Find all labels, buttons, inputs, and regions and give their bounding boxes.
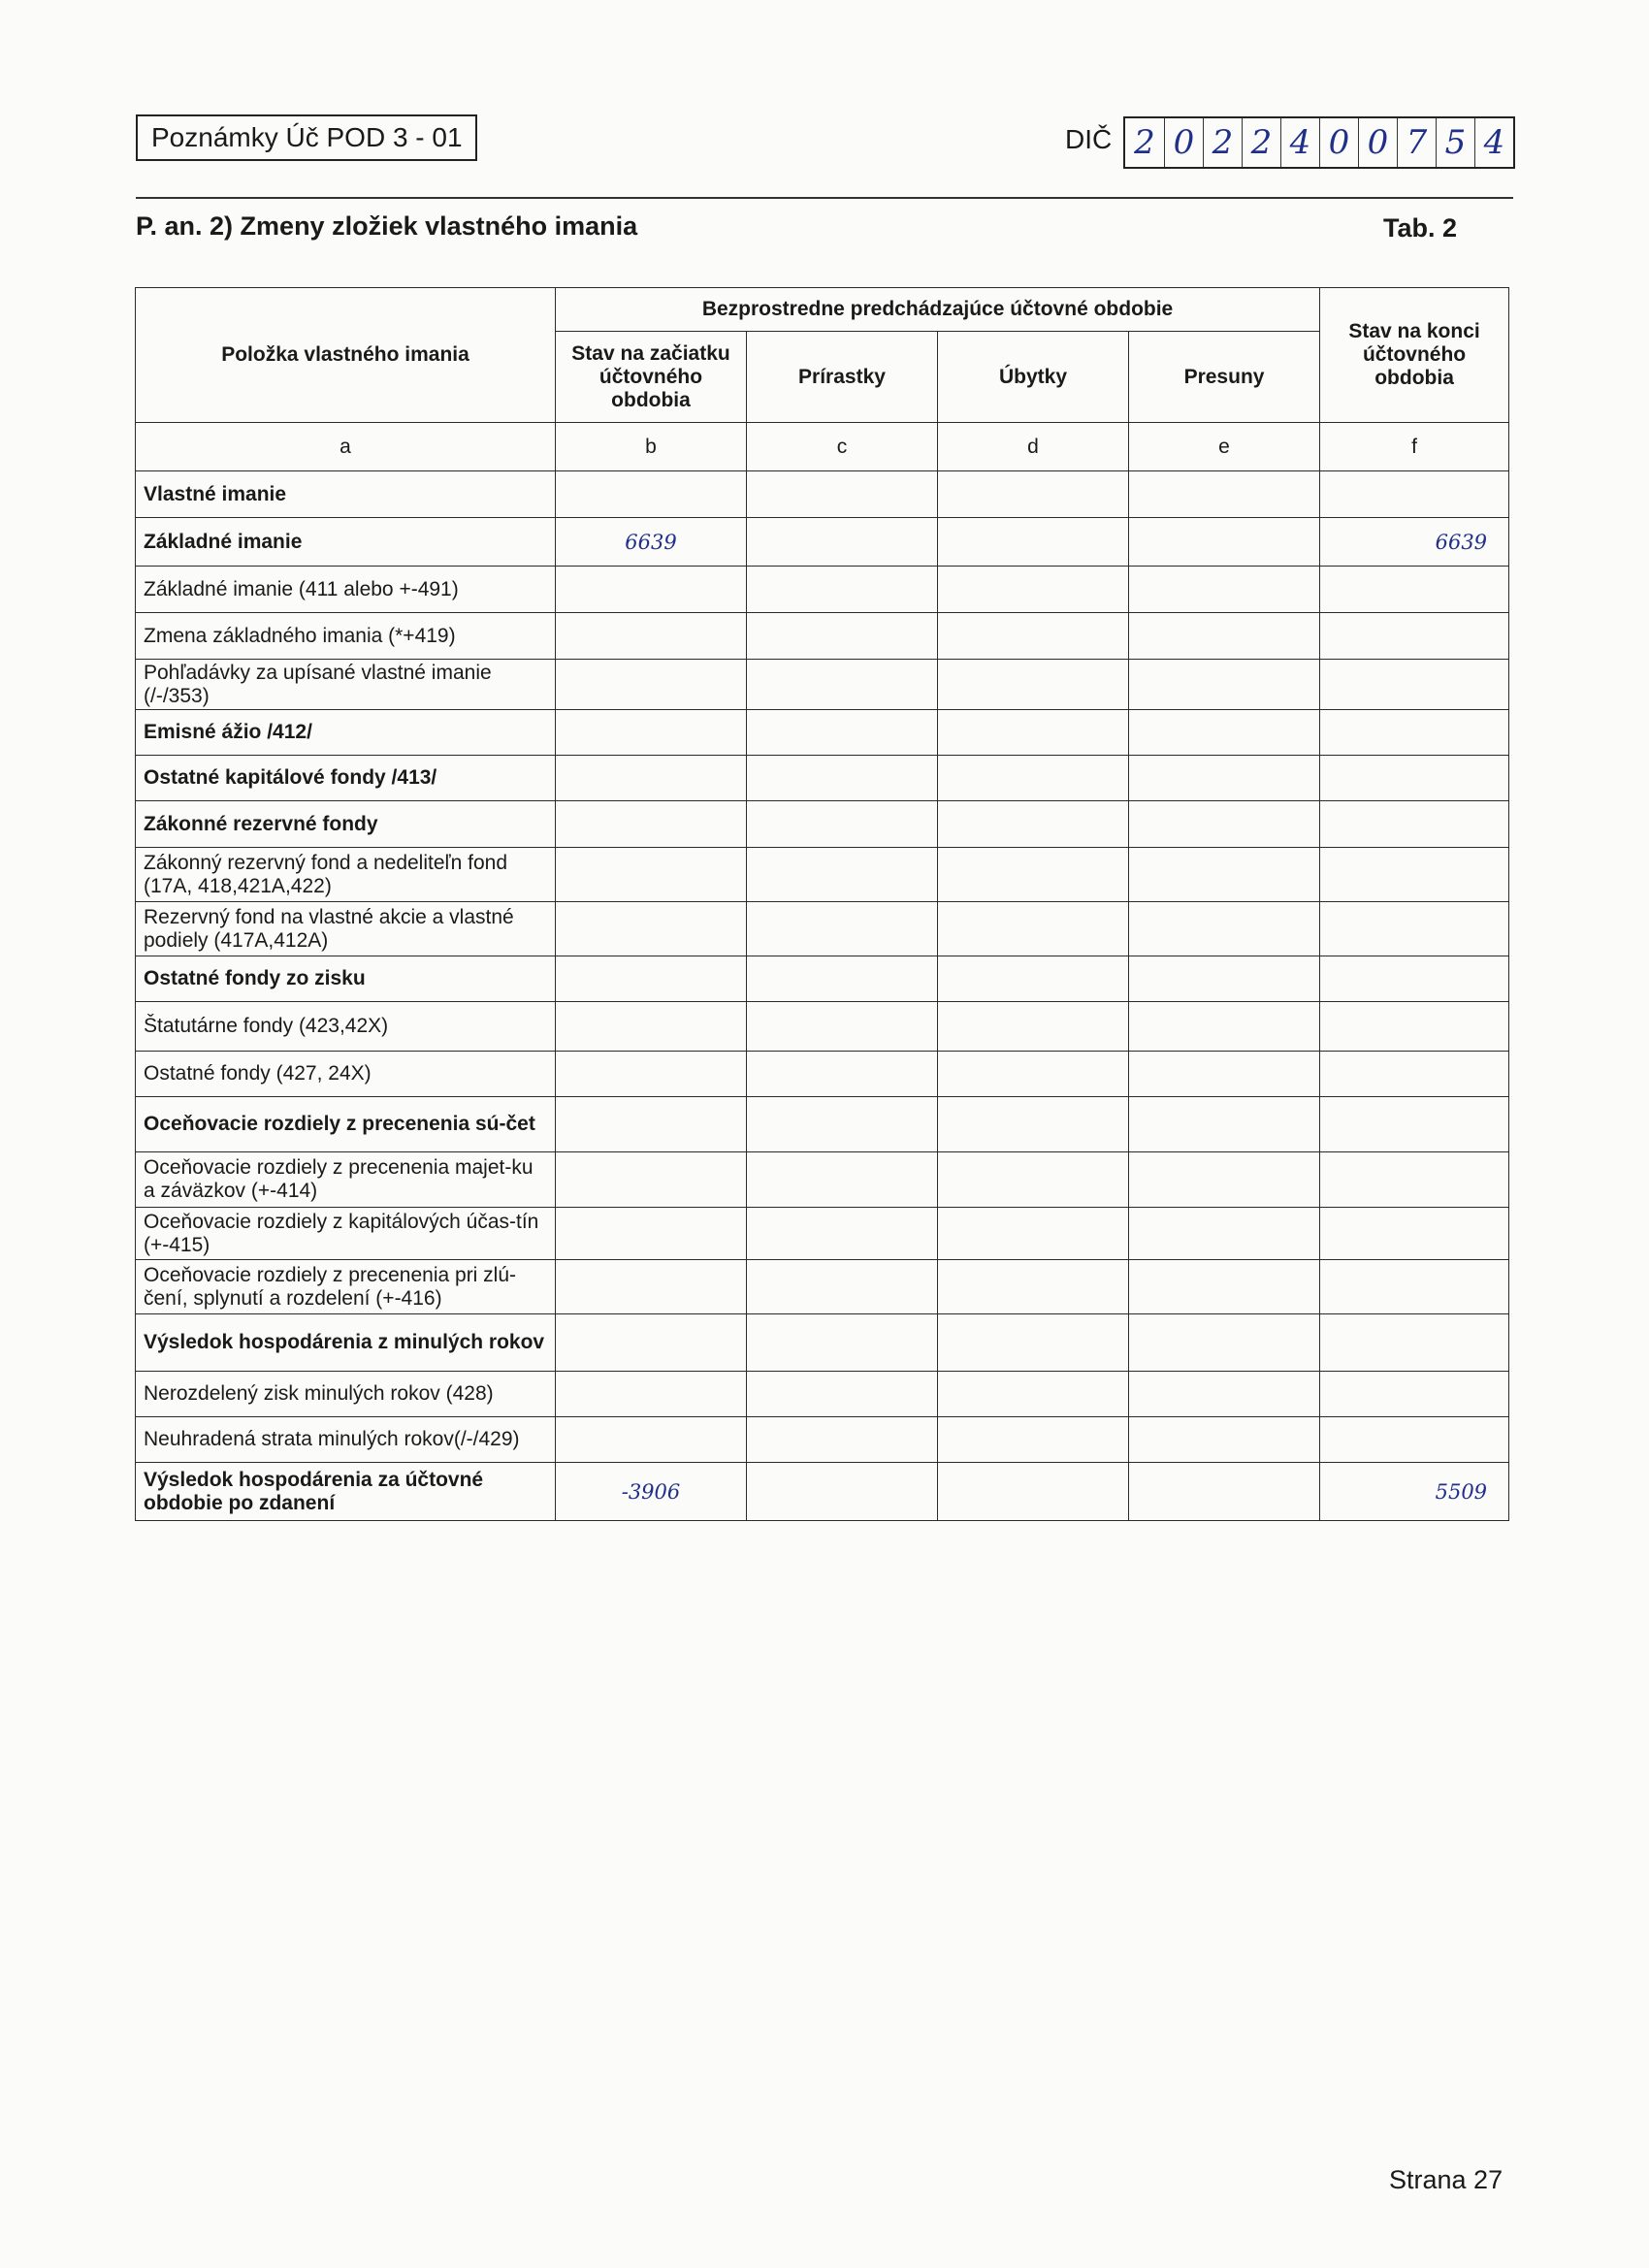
cell-increase: [747, 567, 938, 613]
cell-increase: [747, 1314, 938, 1372]
column-header-end: Stav na konci účtovného obdobia: [1320, 288, 1509, 423]
cell-increase: [747, 1417, 938, 1463]
cell-increase: [747, 848, 938, 902]
dic-digit: 4: [1474, 118, 1513, 167]
table-row: [136, 1314, 1509, 1372]
cell-transfer: [1129, 1208, 1320, 1260]
column-header-decrease: Úbytky: [938, 332, 1129, 423]
cell-transfer: [1129, 710, 1320, 756]
cell-end-value: [1320, 801, 1509, 848]
cell-end-value: [1320, 471, 1509, 518]
table-row: [136, 613, 1509, 660]
cell-decrease: [938, 756, 1129, 801]
page-number: Strana 27: [1389, 2165, 1504, 2194]
table-row: [136, 1002, 1509, 1052]
cell-transfer: [1129, 1314, 1320, 1372]
row-label: Výsledok hospodárenia za účtovné obdobie po zdanení: [136, 1463, 556, 1521]
cell-decrease: [938, 567, 1129, 613]
dic-digit: 4: [1280, 118, 1319, 167]
row-label: Neuhradená strata minulých rokov(/-/429): [136, 1417, 556, 1463]
column-header-increase: Prírastky: [747, 332, 938, 423]
row-label: Ostatné fondy (427, 24X): [136, 1052, 556, 1097]
cell-end-value: [1320, 1417, 1509, 1463]
cell-end-value: [1320, 1152, 1509, 1208]
row-label: Oceňovacie rozdiely z kapitálových účas-tín (+-415): [136, 1208, 556, 1260]
cell-start-value: [556, 1052, 747, 1097]
cell-increase: [747, 471, 938, 518]
equity-changes-table: [135, 287, 1509, 1521]
cell-decrease: [938, 1372, 1129, 1417]
cell-start-value: [556, 1372, 747, 1417]
cell-end-value: [1320, 756, 1509, 801]
form-id-box: Poznámky Úč POD 3 - 01: [136, 114, 477, 161]
cell-decrease: [938, 613, 1129, 660]
row-label: Ostatné kapitálové fondy /413/: [136, 756, 556, 801]
cell-increase: [747, 1260, 938, 1314]
table-row: [136, 902, 1509, 956]
cell-end-value: [1320, 956, 1509, 1002]
section-title: P. an. 2) Zmeny zložiek vlastného imania: [136, 211, 638, 241]
cell-transfer: [1129, 518, 1320, 567]
table-row: [136, 710, 1509, 756]
table-row: [136, 1152, 1509, 1208]
cell-transfer: [1129, 1052, 1320, 1097]
cell-start-value: [556, 1152, 747, 1208]
cell-start-value: [556, 756, 747, 801]
cell-end-value: [1320, 1052, 1509, 1097]
table-row: [136, 518, 1509, 567]
cell-transfer: [1129, 848, 1320, 902]
cell-decrease: [938, 801, 1129, 848]
cell-end-value: [1320, 660, 1509, 710]
dic-field: [1123, 116, 1515, 169]
cell-start-value: [556, 1208, 747, 1260]
cell-increase: [747, 518, 938, 567]
cell-transfer: [1129, 1002, 1320, 1052]
dic-digit: 7: [1397, 118, 1436, 167]
cell-end-value: [1320, 1372, 1509, 1417]
row-label: Oceňovacie rozdiely z precenenia sú-čet: [136, 1097, 556, 1152]
cell-increase: [747, 1372, 938, 1417]
cell-increase: [747, 660, 938, 710]
cell-decrease: [938, 1417, 1129, 1463]
dic-digit: 2: [1134, 123, 1155, 162]
cell-decrease: [938, 1260, 1129, 1314]
dic-digit: 0: [1164, 118, 1203, 167]
column-header-item: Položka vlastného imania: [136, 288, 556, 423]
cell-end-value: [1320, 1097, 1509, 1152]
table-row: [136, 1208, 1509, 1260]
cell-transfer: [1129, 1417, 1320, 1463]
table-row: [136, 1097, 1509, 1152]
cell-transfer: [1129, 1260, 1320, 1314]
cell-increase: [747, 1052, 938, 1097]
cell-start-value: [556, 613, 747, 660]
row-label: Oceňovacie rozdiely z precenenia pri zlú-čení, splynutí a rozdelení (+-416): [136, 1260, 556, 1314]
cell-transfer: [1129, 567, 1320, 613]
cell-decrease: [938, 1208, 1129, 1260]
cell-increase: [747, 956, 938, 1002]
cell-end-value: [1320, 848, 1509, 902]
cell-transfer: [1129, 613, 1320, 660]
cell-start-value: 6639: [556, 518, 747, 567]
row-label: Ostatné fondy zo zisku: [136, 956, 556, 1002]
cell-start-value: -3906: [556, 1463, 747, 1521]
cell-decrease: [938, 1052, 1129, 1097]
row-label: Výsledok hospodárenia z minulých rokov: [136, 1314, 556, 1372]
cell-increase: [747, 1002, 938, 1052]
cell-end-value: [1320, 1260, 1509, 1314]
row-label: Vlastné imanie: [136, 471, 556, 518]
cell-decrease: [938, 518, 1129, 567]
cell-increase: [747, 801, 938, 848]
cell-decrease: [938, 1152, 1129, 1208]
column-letter: d: [938, 423, 1129, 471]
table-reference: Tab. 2: [1383, 213, 1458, 243]
cell-decrease: [938, 1463, 1129, 1521]
dic-label: DIČ: [1065, 124, 1113, 154]
cell-increase: [747, 613, 938, 660]
dic-digit: 0: [1358, 118, 1397, 167]
cell-end-value: [1320, 1208, 1509, 1260]
table-row: [136, 1417, 1509, 1463]
cell-transfer: [1129, 1097, 1320, 1152]
cell-start-value: [556, 1417, 747, 1463]
column-header-transfer: Presuny: [1129, 332, 1320, 423]
column-letter: e: [1129, 423, 1320, 471]
cell-start-value: [556, 801, 747, 848]
cell-start-value: [556, 1314, 747, 1372]
row-label: Základné imanie (411 alebo +-491): [136, 567, 556, 613]
cell-transfer: [1129, 956, 1320, 1002]
cell-start-value: [556, 471, 747, 518]
column-letters-row: [136, 423, 1509, 471]
column-group-header: Bezprostredne predchádzajúce účtovné obdobie: [556, 288, 1320, 332]
cell-transfer: [1129, 1372, 1320, 1417]
cell-decrease: [938, 660, 1129, 710]
cell-transfer: [1129, 1152, 1320, 1208]
table-row: [136, 567, 1509, 613]
cell-start-value: [556, 660, 747, 710]
column-letter: a: [136, 423, 556, 471]
cell-start-value: [556, 902, 747, 956]
table-row: [136, 1260, 1509, 1314]
cell-increase: [747, 1208, 938, 1260]
cell-transfer: [1129, 1463, 1320, 1521]
cell-start-value: [556, 1002, 747, 1052]
dic-digit: 5: [1436, 118, 1474, 167]
cell-decrease: [938, 956, 1129, 1002]
cell-transfer: [1129, 471, 1320, 518]
cell-decrease: [938, 848, 1129, 902]
table-row: [136, 1463, 1509, 1521]
row-label: Zákonný rezervný fond a nedeliteľn fond (17A, 418,421A,422): [136, 848, 556, 902]
cell-start-value: [556, 848, 747, 902]
cell-decrease: [938, 902, 1129, 956]
cell-increase: [747, 756, 938, 801]
cell-end-value: [1320, 902, 1509, 956]
cell-increase: [747, 1097, 938, 1152]
cell-end-value: [1320, 567, 1509, 613]
cell-end-value: [1320, 710, 1509, 756]
column-letter: b: [556, 423, 747, 471]
cell-decrease: [938, 710, 1129, 756]
dic-digit: 2: [1242, 118, 1280, 167]
cell-start-value: [556, 710, 747, 756]
cell-decrease: [938, 471, 1129, 518]
row-label: Pohľadávky za upísané vlastné imanie (/-/353): [136, 660, 556, 710]
dic-digit: 2: [1203, 118, 1242, 167]
cell-end-value: [1320, 613, 1509, 660]
cell-start-value: [556, 1260, 747, 1314]
table-row: [136, 801, 1509, 848]
row-label: Zákonné rezervné fondy: [136, 801, 556, 848]
dic-digit: 0: [1319, 118, 1358, 167]
column-letter: c: [747, 423, 938, 471]
row-label: Zmena základného imania (*+419): [136, 613, 556, 660]
cell-increase: [747, 1152, 938, 1208]
header-divider: [136, 197, 1513, 199]
cell-end-value: 5509: [1320, 1463, 1509, 1521]
column-header-start: Stav na začiatku účtovného obdobia: [556, 332, 747, 423]
cell-end-value: [1320, 1314, 1509, 1372]
cell-transfer: [1129, 801, 1320, 848]
table-row: [136, 1372, 1509, 1417]
cell-decrease: [938, 1002, 1129, 1052]
cell-increase: [747, 902, 938, 956]
table-row: [136, 756, 1509, 801]
cell-increase: [747, 1463, 938, 1521]
table-row: [136, 660, 1509, 710]
cell-increase: [747, 710, 938, 756]
row-label: Rezervný fond na vlastné akcie a vlastné podiely (417A,412A): [136, 902, 556, 956]
cell-start-value: [556, 1097, 747, 1152]
cell-start-value: [556, 567, 747, 613]
cell-end-value: 6639: [1320, 518, 1509, 567]
cell-decrease: [938, 1097, 1129, 1152]
column-letter: f: [1320, 423, 1509, 471]
cell-transfer: [1129, 660, 1320, 710]
cell-start-value: [556, 956, 747, 1002]
row-label: Oceňovacie rozdiely z precenenia majet-ku a záväzkov (+-414): [136, 1152, 556, 1208]
cell-transfer: [1129, 902, 1320, 956]
cell-decrease: [938, 1314, 1129, 1372]
cell-transfer: [1129, 756, 1320, 801]
table-row: [136, 956, 1509, 1002]
table-row: [136, 848, 1509, 902]
cell-end-value: [1320, 1002, 1509, 1052]
row-label: Základné imanie: [136, 518, 556, 567]
row-label: Emisné ážio /412/: [136, 710, 556, 756]
row-label: Nerozdelený zisk minulých rokov (428): [136, 1372, 556, 1417]
table-row: [136, 1052, 1509, 1097]
table-row: [136, 471, 1509, 518]
row-label: Štatutárne fondy (423,42X): [136, 1002, 556, 1052]
